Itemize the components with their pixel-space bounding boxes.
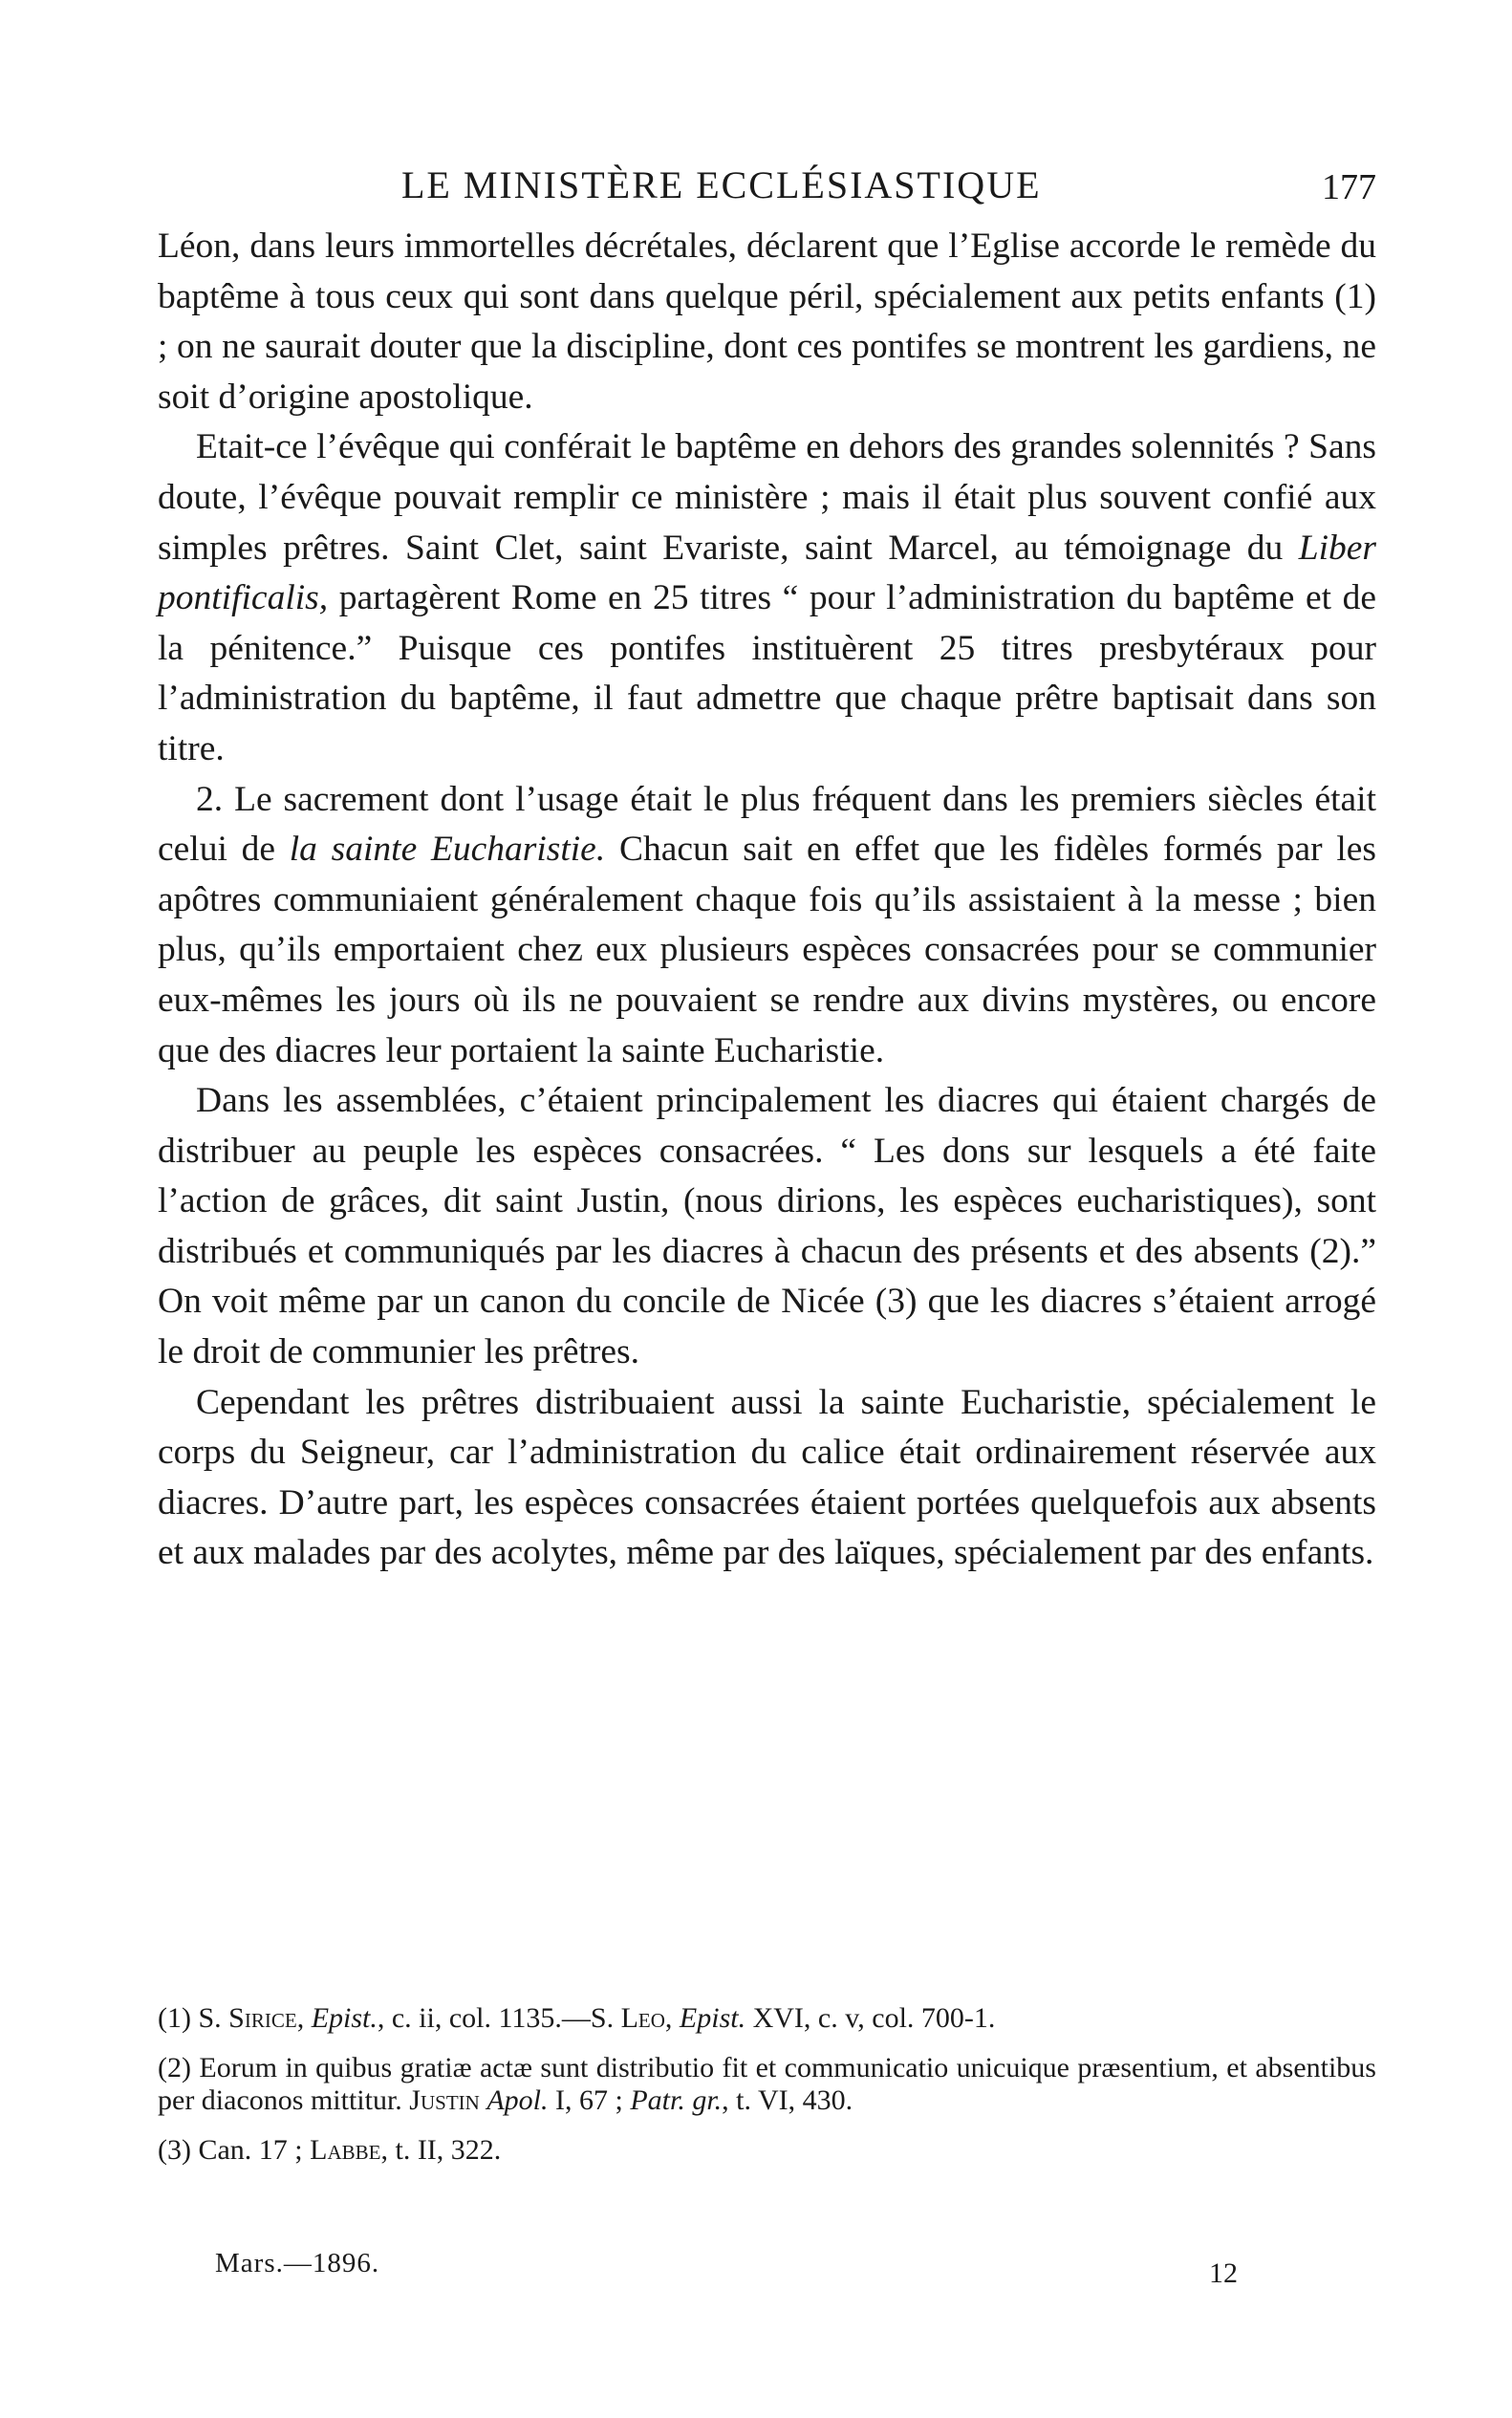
footnote-text: ,: [664, 2002, 680, 2034]
paragraph: [158, 222, 1376, 422]
footnote-text: Patr. gr.: [630, 2084, 723, 2116]
signature-mark: Mars.—1896.: [215, 2248, 380, 2278]
paragraph: [158, 1076, 1376, 1378]
paragraph-text: la sainte Eucharistie.: [289, 830, 606, 870]
footnote-text: , t. II, 322.: [380, 2134, 502, 2166]
paragraph-text: 2. Le sacrement dont l’usage était le plus fréquent dans les premiers siècles était celui de: [158, 779, 1376, 870]
footnote-text: Apol.: [486, 2084, 549, 2116]
paragraph-text: Liber pontificalis,: [158, 528, 1376, 618]
paragraph-text: partagèrent Rome en 25 titres “ pour l’administration du baptême et de la pénitence.” Puisque ces pontifes instituèrent 25 titres presbytéraux pour l’administration du baptême, il faut admettre que chaque prêtre baptisait dans son titre.: [158, 578, 1376, 768]
footnote: [158, 2134, 1376, 2167]
footnote-text: Labbe: [310, 2134, 381, 2166]
footnote-text: I, 67 ;: [548, 2084, 631, 2116]
paragraph-text: Cependant les prêtres distribuaient aussi la sainte Eucharistie, spécialement le corps du Seigneur, car l’administration du calice était ordinairement réservée aux diacres. D’autre part, les espèces consacrées étaient portées quelquefois aux absents et aux malades par des acolytes, même par des laïques, spécialement par des enfants.: [158, 1382, 1376, 1573]
paragraph-text: Etait-ce l’évêque qui conférait le baptême en dehors des grandes solennités ? Sans doute, l’évêque pouvait remplir ce ministère ; mais il était plus souvent confié aux simples prêtres. Saint Clet, saint Evariste, saint Marcel, au témoignage du: [158, 427, 1376, 568]
footnote: [158, 2002, 1376, 2035]
footnote-text: (1) S.: [158, 2002, 229, 2034]
paragraph-text: Léon, dans leurs immortelles décrétales, déclarent que l’Eglise accorde le remède du baptême à tous ceux qui sont dans quelque péril, spécialement aux petits enfants (1) ; on ne saurait douter que la discipline, dont ces pontifes se montrent les gardiens, ne soit d’origine apostolique.: [158, 227, 1376, 417]
footnotes: [158, 2002, 1376, 2184]
page-header: [162, 162, 1376, 220]
footnote-text: Sirice: [228, 2002, 297, 2034]
footnote-text: Epist.: [311, 2002, 378, 2034]
footnote-text: Justin: [409, 2084, 480, 2116]
paragraph-text: Chacun sait en effet que les fidèles formés par les apôtres communiaient généralement chaque fois qu’ils assistaient à la messe ; bien plus, qu’ils emportaient chez eux plusieurs espèces consacrées pour se communier eux-mêmes les jours où ils ne pouvaient se rendre aux divins mystères, ou encore que des diacres leur portaient la sainte Eucharistie.: [158, 830, 1376, 1070]
footnote: [158, 2052, 1376, 2117]
footnote-text: ,: [296, 2002, 312, 2034]
paragraph-text: Dans les assemblées, c’étaient principalement les diacres qui étaient chargés de distribuer au peuple les espèces consacrées. “ Les dons sur lesquels a été faite l’action de grâces, dit saint Justin, (nous dirions, les espèces eucharistiques), sont distribués et communiqués par les diacres à chacun des présents et des absents (2).” On voit même par un canon du concile de Nicée (3) que les diacres s’étaient arrogé le droit de communier les prêtres.: [158, 1081, 1376, 1372]
footnote-text: (3) Can. 17 ;: [158, 2134, 311, 2166]
footnote-text: Leo: [620, 2002, 665, 2034]
body-text: [158, 222, 1376, 1579]
footnote-text: , c. ii, col. 1135.—S.: [377, 2002, 621, 2034]
running-title: LE MINISTÈRE ECCLÉSIASTIQUE: [401, 163, 1042, 206]
footnote-text: XVI, c. v, col. 700-1.: [745, 2002, 996, 2034]
sheet-number: 12: [1209, 2257, 1238, 2289]
paragraph: [158, 775, 1376, 1077]
paragraph: [158, 1378, 1376, 1579]
page-number: 177: [1322, 167, 1376, 207]
footnote-text: , t. VI, 430.: [722, 2084, 853, 2116]
footnote-text: (2) Eorum in quibus gratiæ actæ sunt distributio fit et communicatio unicuique præsentium, et absentibus per diaconos mittitur.: [158, 2052, 1376, 2116]
paragraph: [158, 422, 1376, 774]
footnote-text: Epist.: [679, 2002, 746, 2034]
